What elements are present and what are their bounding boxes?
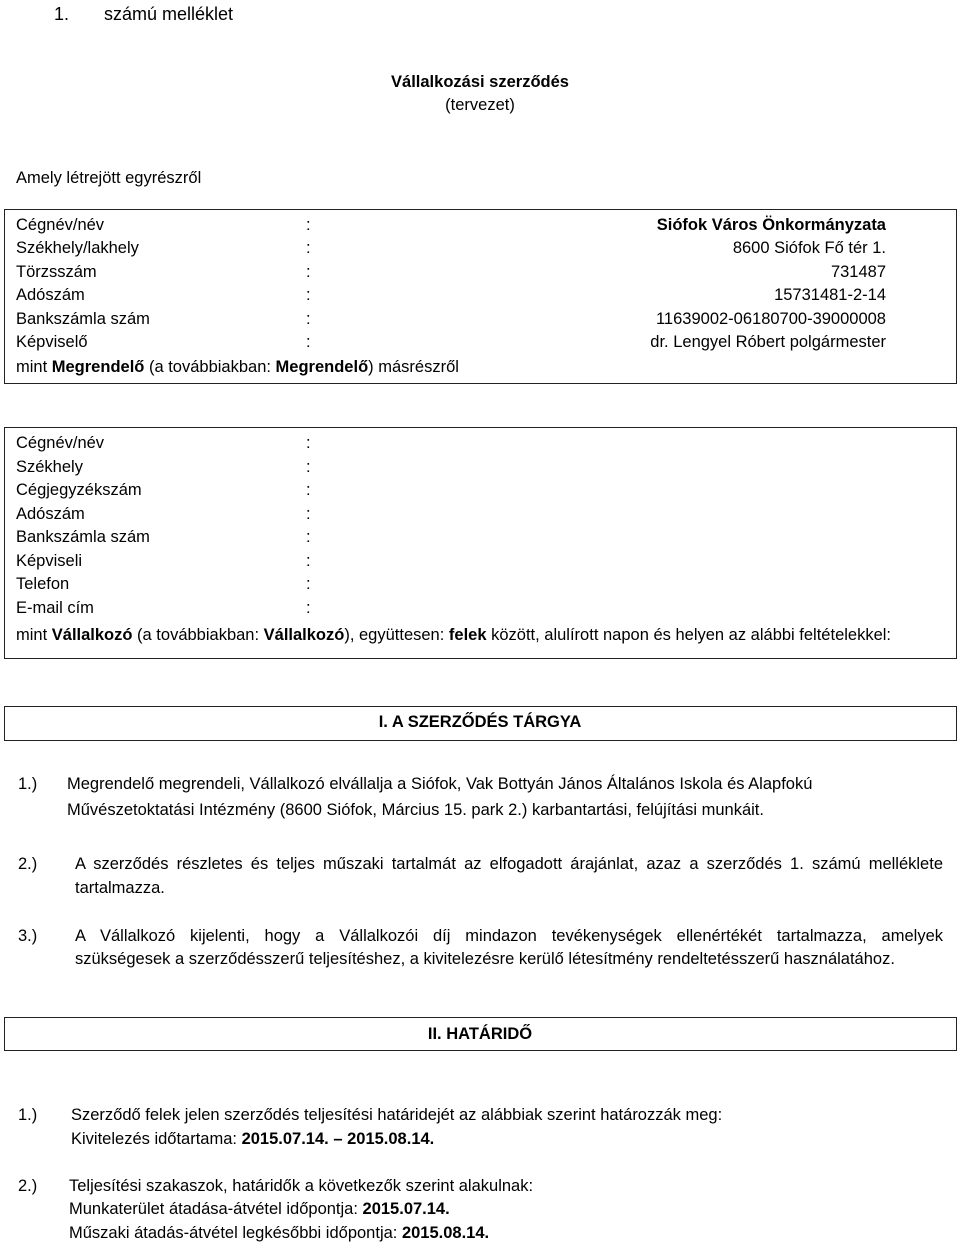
item-number: 2.): [18, 1177, 38, 1195]
client-label: Cégnév/név: [16, 216, 105, 234]
item-deadline-line: [69, 1201, 450, 1218]
contractor-sep: :: [306, 481, 311, 499]
item-text: tartalmazza.: [75, 879, 165, 897]
client-value: 15731481-2-14: [774, 286, 886, 304]
client-value: Siófok Város Önkormányzata: [656, 216, 886, 234]
role-text: mint: [16, 626, 52, 644]
contractor-role-line: [16, 627, 891, 644]
role-bold: Megrendelő: [51, 358, 145, 376]
deadline-label: Kivitelezés időtartama:: [71, 1130, 242, 1148]
deadline-value: 2015.08.14.: [401, 1224, 490, 1242]
client-label: Adószám: [16, 286, 85, 304]
item-text: Teljesítési szakaszok, határidők a következők szerint alakulnak:: [69, 1177, 534, 1195]
contractor-label: Székhely: [16, 458, 83, 476]
role-bold: Megrendelő: [275, 358, 369, 376]
client-sep: :: [306, 286, 311, 304]
intro-text: Amely létrejött egyrészről: [16, 169, 202, 187]
item-text: Megrendelő megrendeli, Vállalkozó elvállalja a Siófok, Vak Bottyán János Általános Iskola és Alapfokú: [67, 775, 813, 793]
section2-heading: II. HATÁRIDŐ: [427, 1025, 533, 1043]
role-text: között, alulírott napon és helyen az alábbi feltételekkel:: [486, 626, 892, 644]
role-text: ) másrészről: [368, 358, 459, 376]
contractor-label: E-mail cím: [16, 599, 94, 617]
annex-label: számú melléklet: [104, 4, 234, 24]
document-subtitle: (tervezet): [445, 96, 515, 114]
contractor-label: Cégnév/név: [16, 434, 105, 452]
item-number: 2.): [18, 855, 38, 873]
item-text: Művészetoktatási Intézmény (8600 Siófok, Március 15. park 2.) karbantartási, felújítási munkáit.: [67, 801, 764, 819]
client-sep: :: [306, 333, 311, 351]
client-sep: :: [306, 239, 311, 257]
client-label: Székhely/lakhely: [16, 239, 139, 257]
item-text: A Vállalkozó kijelenti, hogy a Vállalkozói díj mindazon tevékenységek ellenértékét tartalmazza, amelyek: [75, 927, 943, 945]
item-text: A szerződés részletes és teljes műszaki tartalmát az elfogadott árajánlat, azaz a szerződés 1. számú melléklete: [75, 855, 943, 873]
contractor-label: Cégjegyzékszám: [16, 481, 142, 499]
item-deadline-line: [69, 1225, 489, 1242]
role-bold: Vállalkozó: [51, 626, 133, 644]
role-text: (a továbbiakban:: [132, 626, 264, 644]
item-text: szükségesek a szerződésszerű teljesítéshez, a kivitelezésre kerülő létesítmény rendeltetésszerű használatához.: [75, 950, 895, 968]
contractor-label: Telefon: [16, 575, 70, 593]
deadline-label: Munkaterület átadása-átvétel időpontja:: [69, 1200, 363, 1218]
item-deadline-line: [71, 1131, 434, 1148]
deadline-value: 2015.07.14.: [362, 1200, 450, 1218]
contractor-sep: :: [306, 575, 311, 593]
contractor-sep: :: [306, 599, 311, 617]
client-value: dr. Lengyel Róbert polgármester: [650, 333, 886, 351]
contractor-label: Bankszámla szám: [16, 528, 150, 546]
contractor-sep: :: [306, 528, 311, 546]
contractor-sep: :: [306, 434, 311, 452]
annex-number: 1.: [54, 4, 70, 24]
role-text: mint: [16, 358, 52, 376]
contractor-sep: :: [306, 458, 311, 476]
contractor-label: Adószám: [16, 505, 85, 523]
client-label: Törzsszám: [16, 263, 97, 281]
document-title: Vállalkozási szerződés: [391, 73, 569, 91]
client-sep: :: [306, 263, 311, 281]
client-label: Képviselő: [16, 333, 88, 351]
client-value: 731487: [830, 263, 886, 281]
client-value: 8600 Siófok Fő tér 1.: [732, 239, 886, 257]
item-text: Szerződő felek jelen szerződés teljesítési határidejét az alábbiak szerint határozzák meg:: [71, 1106, 723, 1124]
role-bold: felek: [448, 626, 487, 644]
role-text: ), együttesen:: [344, 626, 449, 644]
client-sep: :: [306, 216, 311, 234]
item-number: 3.): [18, 927, 38, 945]
item-number: 1.): [18, 775, 38, 793]
deadline-label: Műszaki átadás-átvétel legkésőbbi időpontja:: [69, 1224, 402, 1242]
role-bold: Vállalkozó: [263, 626, 345, 644]
contractor-label: Képviseli: [16, 552, 83, 570]
contractor-sep: :: [306, 552, 311, 570]
client-sep: :: [306, 310, 311, 328]
deadline-value: 2015.07.14. – 2015.08.14.: [241, 1130, 435, 1148]
client-role-line: [16, 359, 459, 376]
role-text: (a továbbiakban:: [144, 358, 276, 376]
item-number: 1.): [18, 1106, 38, 1124]
section1-heading: I. A SZERZŐDÉS TÁRGYA: [378, 713, 582, 731]
client-value: 11639002-06180700-39000008: [655, 310, 886, 328]
client-label: Bankszámla szám: [16, 310, 150, 328]
contractor-sep: :: [306, 505, 311, 523]
